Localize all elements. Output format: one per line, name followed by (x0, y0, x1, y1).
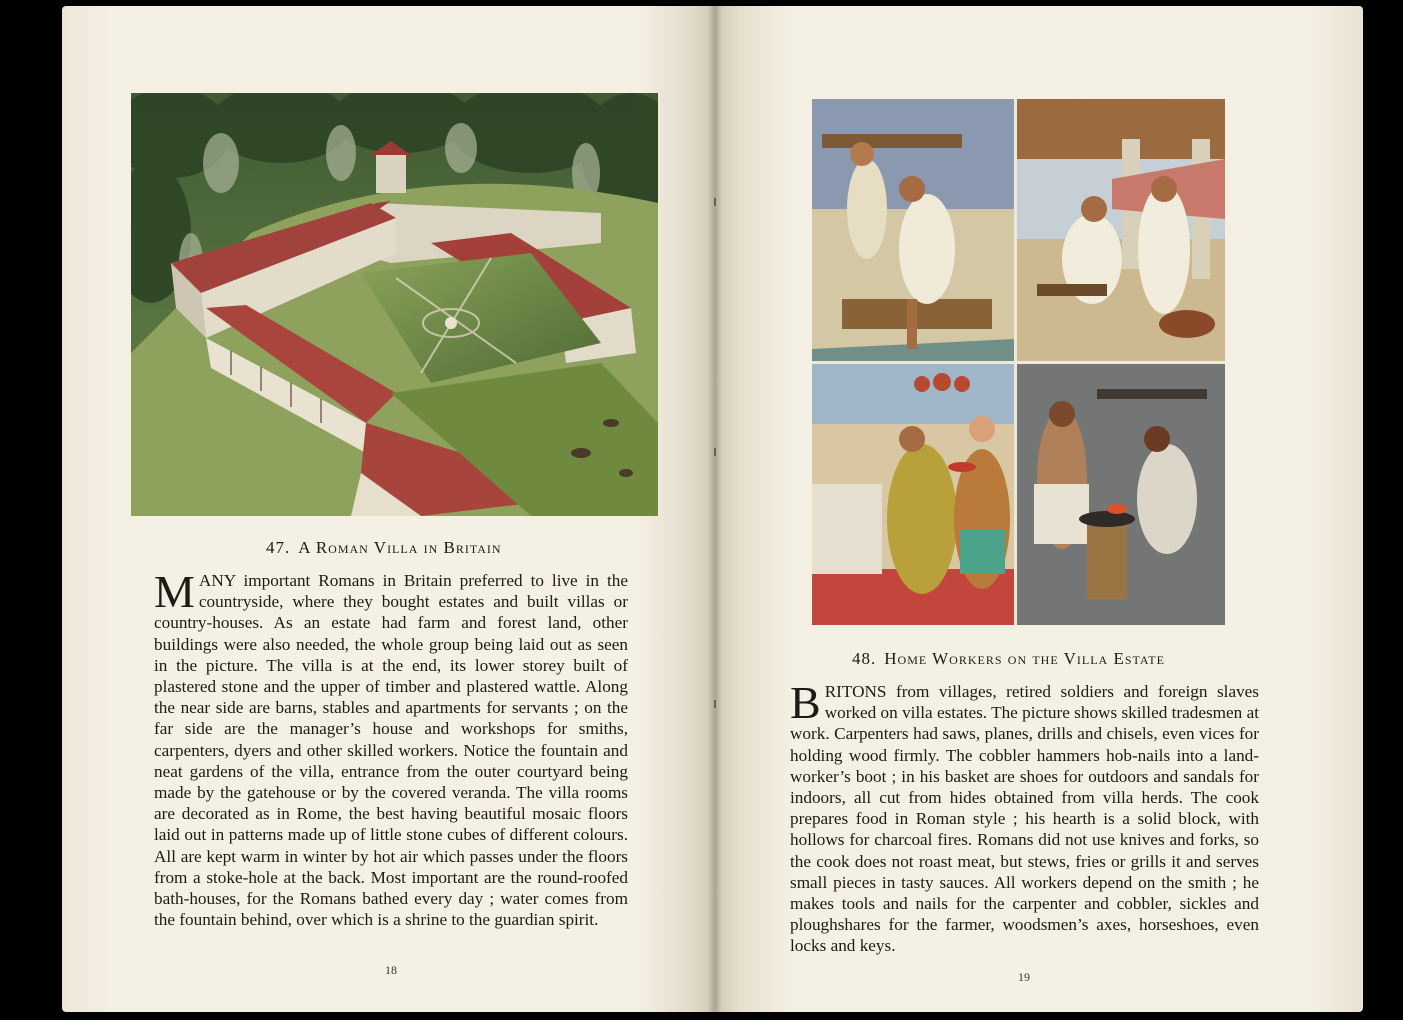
binding-stitch (714, 198, 716, 206)
drop-cap: B (790, 677, 821, 728)
drop-cap: M (154, 566, 195, 617)
right-body-text (790, 677, 1259, 957)
roman-villa-illustration (131, 93, 658, 516)
book-gutter (708, 6, 722, 1012)
page-number-left: 18 (385, 963, 397, 977)
body-paragraph: important Romans in Britain preferred to live in the countryside, where they bought estates and built villas or country-houses. As an estate had farm and forest land, other buildings were also needed, the whole group being laid out as seen in the picture. The villa is at the end, its lower storey built of plastered stone and the upper of timber and plastered wattle. Along the near side are barns, stables and apartments for servants ; on the far side are the manager’s house and workshops for smiths, carpenters, dyers and other skilled workers. Notice the fountain and neat gardens of the villa, entrance from the outer courtyard being made by the gatehouse or by the covered veranda. The villa rooms are decorated as in Rome, the best having beautiful mosaic floors laid out in patterns made up of little stone cubes of different colours. All are kept warm in winter by hot air which passes under the floors from a stoke-hole at the back. Most important are the round-roofed bath-houses, for the Romans bathed every day ; water comes from the fountain behind, over which is a shrine to the guardian spirit. (154, 571, 628, 930)
cook-panel (812, 364, 1014, 625)
body-paragraph: from villages, retired soldiers and foreign slaves worked on villa estates. The picture shows skilled tradesmen at work. Carpenters had saws, planes, drills and chisels, even vices for holding wood firmly. The cobbler hammers hob-nails into a land-worker’s boot ; in his basket are shoes for outdoors and sandals for indoors, all cut from hides obtained from villa herds. The cook prepares food in Roman style ; his hearth is a solid block, with hollows for charcoal fires. Romans did not use knives and forks, so the cook does not roast meat, but stews, fries or grills it and serves small pieces in tasty sauces. All workers depend on the smith ; he makes tools and nails for the carpenter and cobbler, sickles and ploughshares for the farmer, woodsmen’s axes, horseshoes, even locks and keys. (790, 682, 1259, 956)
smith-panel (1017, 364, 1225, 625)
home-workers-illustration (812, 99, 1225, 625)
body-lead-word: RITONS (824, 682, 887, 701)
plate-title: A Roman Villa in Britain (298, 538, 502, 557)
page-number-right: 19 (1018, 970, 1030, 984)
cobbler-panel (1017, 99, 1225, 361)
binding-stitch (714, 700, 716, 708)
body-lead-word: ANY (198, 571, 236, 590)
carpenter-panel (812, 99, 1014, 361)
plate-caption-48 (852, 649, 1165, 669)
left-body-text (154, 566, 628, 930)
binding-stitch (714, 448, 716, 456)
plate-number: 47. (266, 538, 291, 557)
plate-title: Home Workers on the Villa Estate (884, 649, 1165, 668)
plate-caption-47 (266, 538, 502, 558)
plate-number: 48. (852, 649, 877, 668)
